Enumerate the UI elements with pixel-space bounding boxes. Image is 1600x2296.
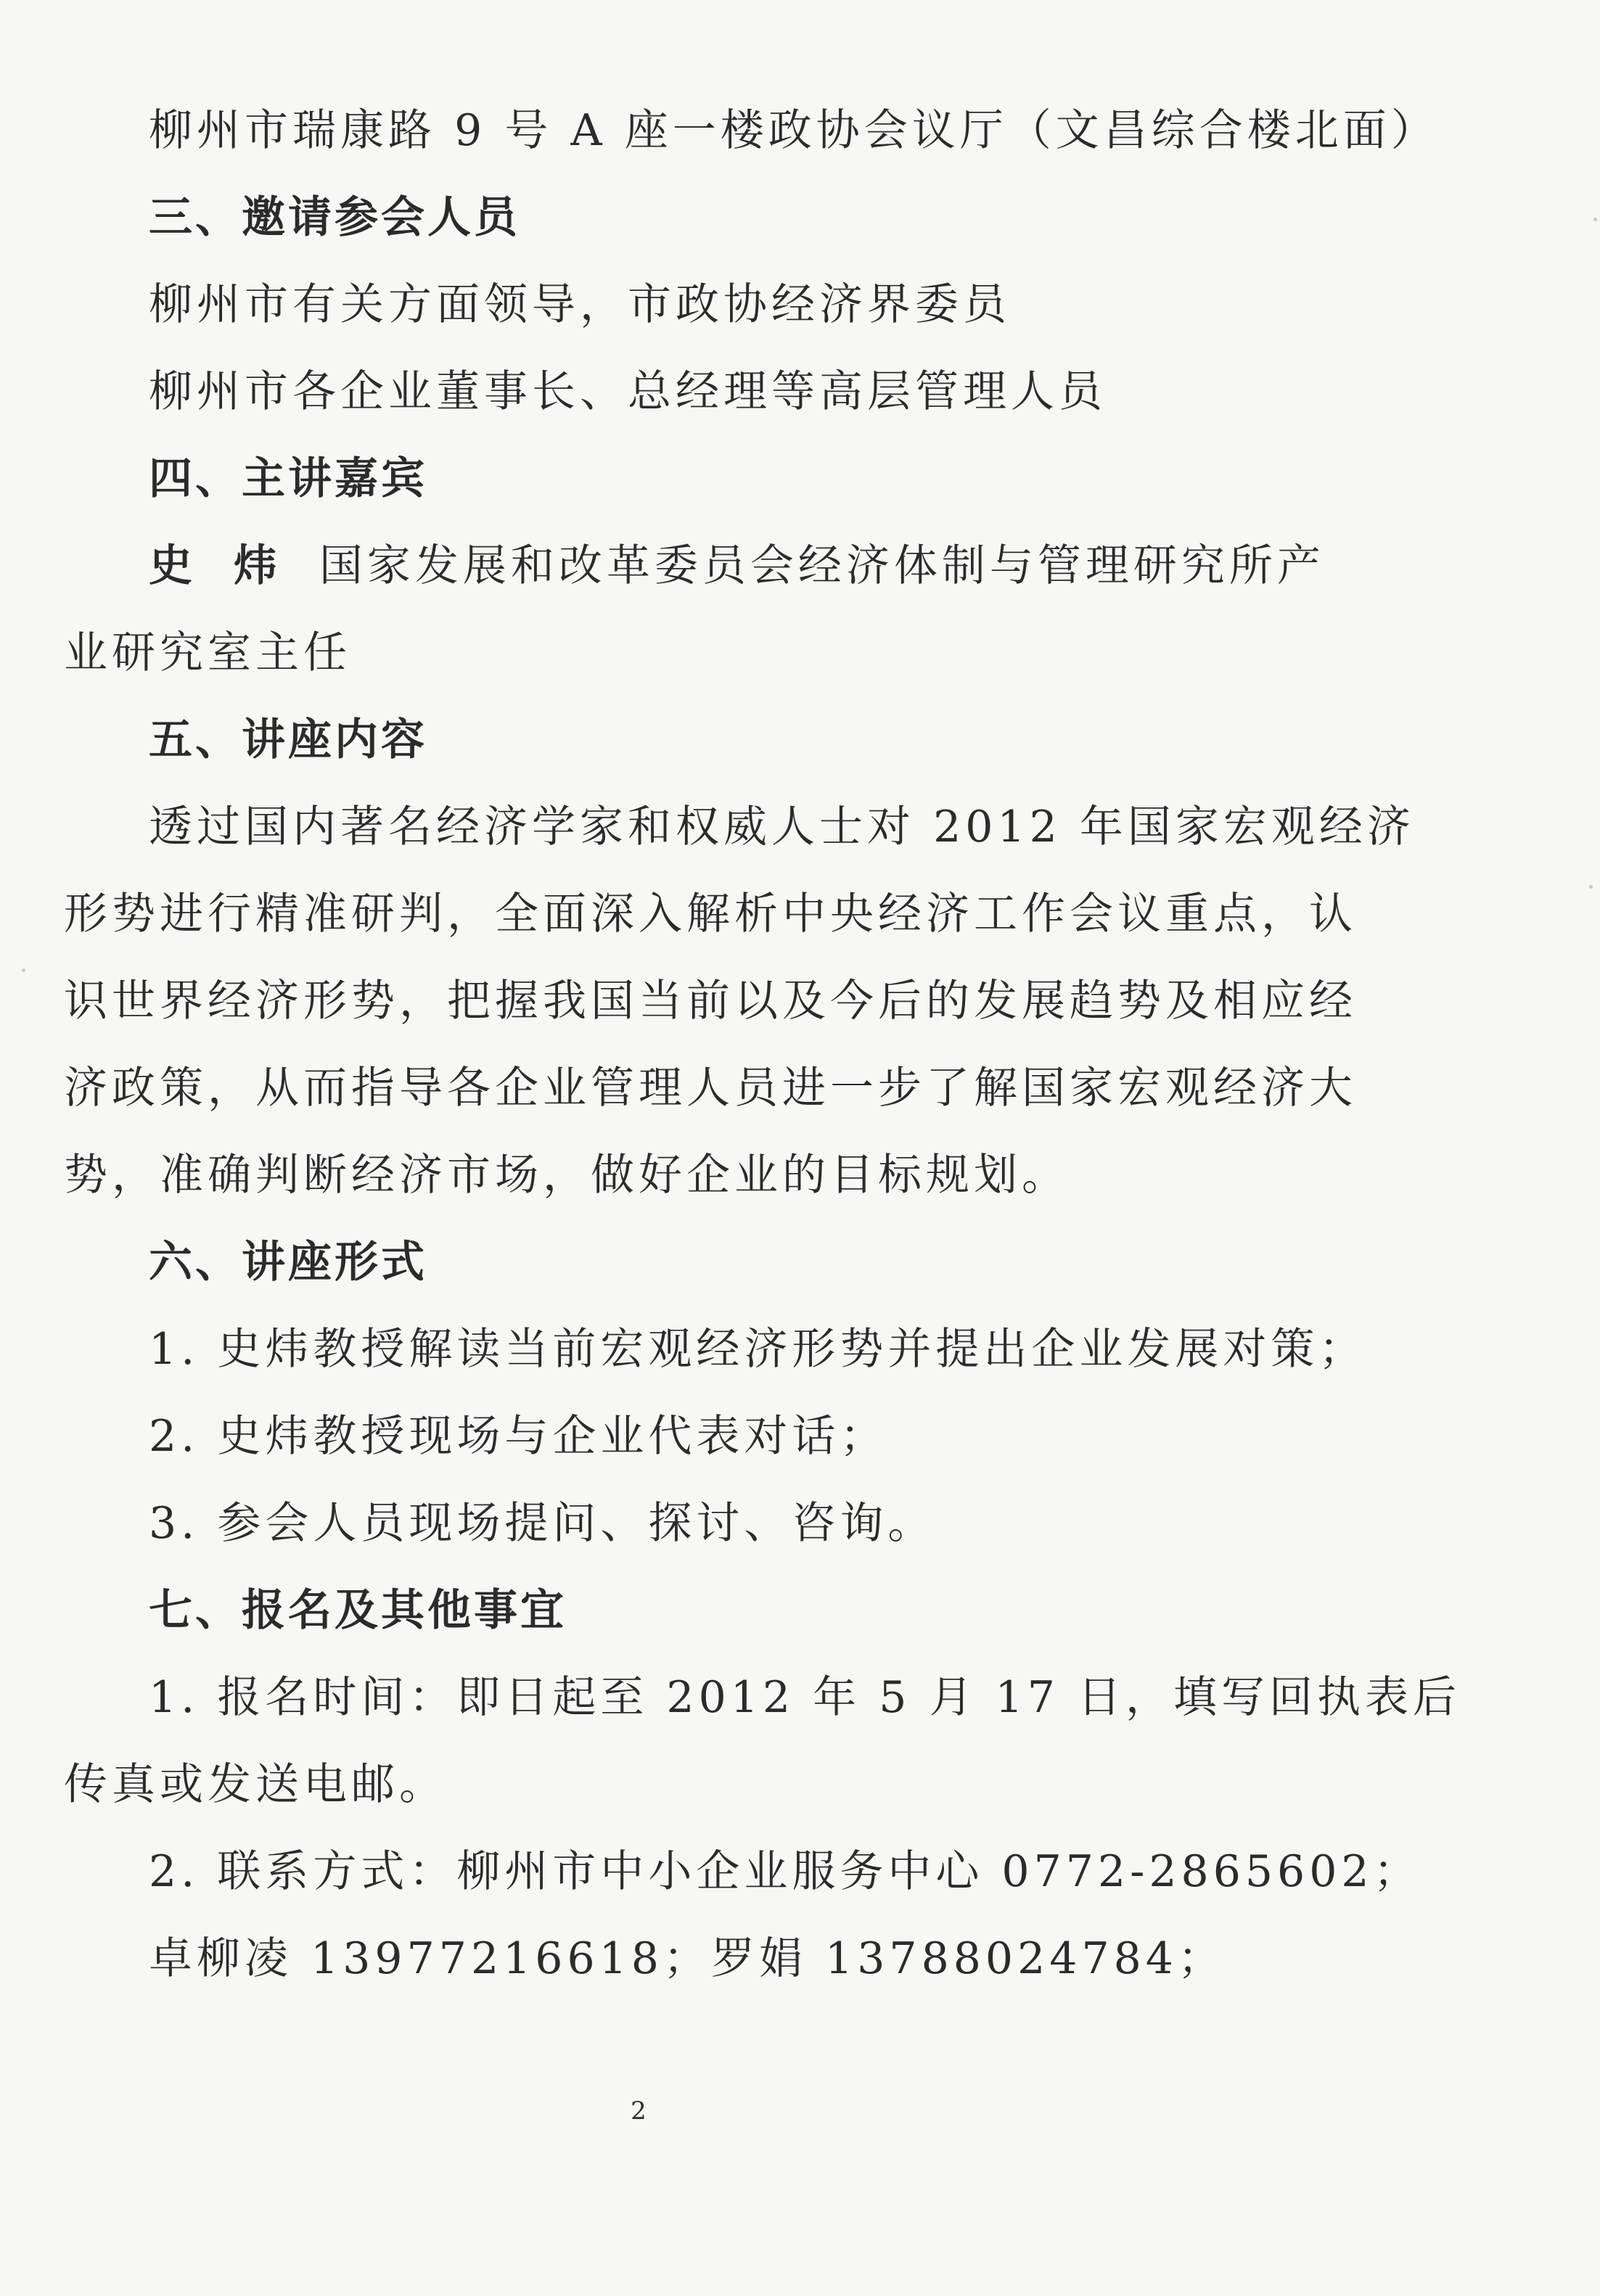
speaker-name: 史 炜: [149, 540, 290, 591]
section-5-paragraph-line: 势，准确判断经济市场，做好企业的目标规划。: [64, 1150, 1070, 1201]
section-5-paragraph-line: 形势进行精准研判，全面深入解析中央经济工作会议重点，认: [64, 889, 1357, 939]
section-6-item-3: 3. 参会人员现场提问、探讨、咨询。: [149, 1498, 936, 1549]
speaker-line: [149, 540, 1325, 592]
section-7-item-1: 1. 报名时间：即日起至 2012 年 5 月 17 日，填写回执表后: [149, 1672, 1461, 1723]
scan-speck: [1593, 218, 1597, 221]
page-number: 2: [631, 2097, 647, 2126]
scan-speck: [1589, 885, 1593, 889]
scan-speck: [22, 968, 25, 972]
section-4-heading: 四、主讲嘉宾: [149, 453, 427, 504]
section-3-item-2: 柳州市各企业董事长、总经理等高层管理人员: [149, 366, 1107, 417]
contact-people-line: 卓柳凌 13977216618；罗娟 13788024784；: [149, 1933, 1226, 1984]
section-6-item-1: 1. 史炜教授解读当前宏观经济形势并提出企业发展对策；: [149, 1324, 1367, 1375]
section-7-item-2: 2. 联系方式：柳州市中小企业服务中心 0772-2865602；: [149, 1846, 1421, 1897]
section-3-heading: 三、邀请参会人员: [149, 192, 520, 243]
section-7-heading: 七、报名及其他事宜: [149, 1585, 567, 1636]
section-5-paragraph-line: 透过国内著名经济学家和权威人士对 2012 年国家宏观经济: [149, 802, 1415, 852]
section-6-item-2: 2. 史炜教授现场与企业代表对话；: [149, 1411, 888, 1462]
section-5-heading: 五、讲座内容: [149, 715, 427, 765]
section-5-paragraph-line: 识世界经济形势，把握我国当前以及今后的发展趋势及相应经: [64, 976, 1357, 1026]
speaker-title-continued: 业研究室主任: [64, 628, 351, 678]
section-5-paragraph-line: 济政策，从而指导各企业管理人员进一步了解国家宏观经济大: [64, 1063, 1357, 1114]
section-6-heading: 六、讲座形式: [149, 1237, 427, 1288]
speaker-title: 国家发展和改革委员会经济体制与管理研究所产: [319, 540, 1325, 591]
section-7-item-1-continued: 传真或发送电邮。: [64, 1759, 447, 1810]
section-3-item-1: 柳州市有关方面领导，市政协经济界委员: [149, 279, 1011, 330]
venue-line: 柳州市瑞康路 9 号 A 座一楼政协会议厅（文昌综合楼北面）: [149, 105, 1439, 156]
